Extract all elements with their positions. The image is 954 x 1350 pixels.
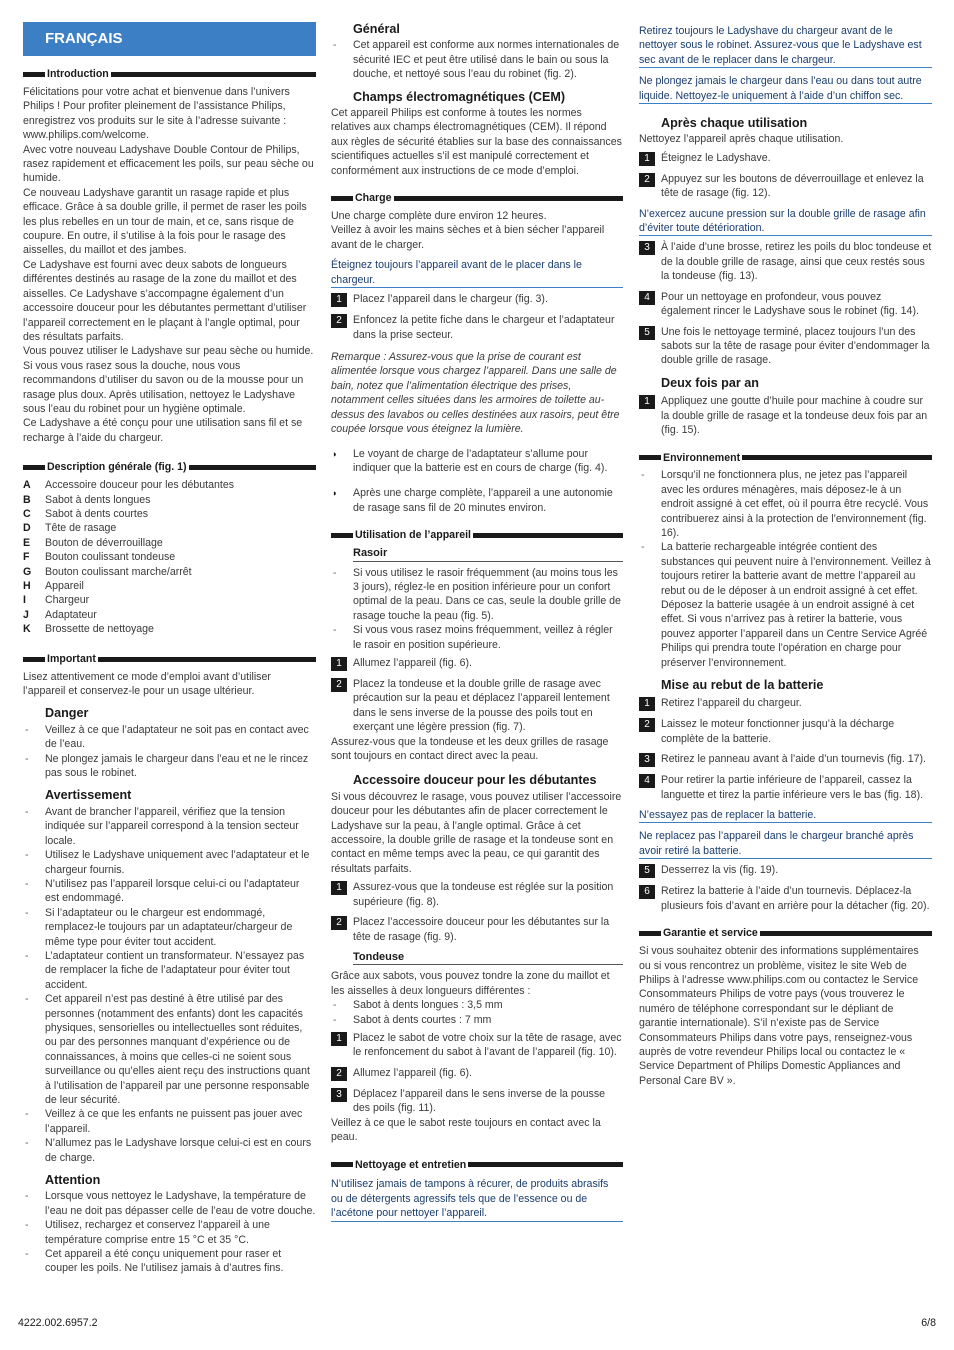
list-item: E Bouton de déverrouillage: [23, 536, 163, 549]
list-item: K Brossette de nettoyage: [23, 623, 154, 636]
warranty-text: Si vous souhaitez obtenir des informations supplémentaires ou si vous rencontrez un problème, visitez le site Web de Philips à l’adresse www.philips.com ou contactez le Service Consommateurs Philips de votre pays (vous trouverez le numéro de téléphone correspondant sur le dépliant de garantie internationale). S’il n’existe pas de Service Consommateurs Philips dans votre pays, renseignez-vous auprès de votre revendeur Philips local ou contactez le « Service Department of Philips Domestic Appliances and Personal Care BV ».: [639, 945, 919, 1087]
section-header-important: Important: [23, 653, 316, 666]
list-item: - Utilisez, rechargez et conservez l’appareil à une température comprise entre 15 °C et 35 °C.: [23, 1218, 316, 1247]
column-1: [23, 22, 316, 1276]
list-item: D Tête de rasage: [23, 522, 117, 535]
list-item: - La batterie rechargeable intégrée contient des substances qui peuvent nuire à l’environnement. Veillez à toujours retirer la batterie avant de mettre l’appareil au rebut ou de le déposer à un endroit assigné à cet effet. Déposez la batterie usagée à un endroit assigné à cet effet. Si vous n’arrivez pas à retirer la batterie, vous pouvez apporter l’appareil dans un Centre Service Agréé Philips qui prendra toute l’opération en charge pour préserver l’environnement.: [639, 540, 932, 670]
charge-note: Remarque : Assurez-vous que la prise de courant est alimentée lorsque vous chargez l’appareil. Dans une salle de bain, notez que l’alimentation électrique des prises, notamment celles situées dans les armoires de toilette au-dessus des lavabos ou celles destinées aux rasoirs, peut être coupée lorsque vous éteignez la lumière.: [331, 350, 620, 435]
step-item: 1 Allumez l’appareil (fig. 6).: [331, 656, 623, 671]
charge-para-2: Veillez à avoir les mains sèches et à bien sécher l’appareil avant de le charger.: [331, 224, 605, 251]
step-item: 1 Assurez-vous que la tondeuse est réglée sur la position supérieure (fig. 8).: [331, 880, 623, 909]
important-intro: Lisez attentivement ce mode d’emploi avant d’utiliser l’appareil et conservez-le pour un usage ultérieur.: [23, 670, 271, 698]
list-item: - Lorsque vous nettoyez le Ladyshave, la température de l’eau ne doit pas dépasser celle de l’eau de votre douche.: [23, 1189, 316, 1218]
step-item: 1 Appliquez une goutte d’huile pour machine à coudre sur la double grille de rasage et la tondeuse deux fois par an (fig. 15).: [639, 394, 932, 437]
shaver-after: Assurez-vous que la tondeuse et les deux grilles de rasage sont toujours en contact direct avec la peau.: [331, 735, 609, 763]
list-item: H Appareil: [23, 580, 84, 592]
danger-title: Danger: [45, 706, 89, 721]
list-item: J Adaptateur: [23, 608, 97, 621]
list-item: - Veillez à ce que les enfants ne puissent pas jouer avec l’appareil.: [23, 1107, 316, 1136]
column-3: [639, 24, 932, 1088]
step-item: 3 Retirez le panneau avant à l’aide d’un tournevis (fig. 17).: [639, 752, 932, 767]
step-item: 1 Éteignez le Ladyshave.: [639, 151, 932, 166]
section-header-cleaning: Nettoyage et entretien: [331, 1158, 623, 1171]
trimmer-title: Tondeuse: [353, 950, 623, 965]
step-item: 2 Placez la tondeuse et la double grille de rasage avec précaution sur la peau et déplacez l’appareil lentement dans le sens inverse de la pousse des poils tout en exerçant une légère pression (fig. 7).: [331, 677, 623, 735]
attention-title: Attention: [45, 1173, 101, 1188]
step-item: 2 Laissez le moteur fonctionner jusqu’à la décharge complète de la batterie.: [639, 717, 932, 746]
step-item: 2 Appuyez sur les boutons de déverrouillage et enlevez la tête de rasage (fig. 12).: [639, 172, 932, 201]
step-item: 3 À l’aide d’une brosse, retirez les poils du bloc tondeuse et de la double grille de rasage, ainsi que ceux restés sous la tondeuse (fig. 13).: [639, 240, 932, 283]
step-item: 5 Une fois le nettoyage terminé, placez toujours l’un des sabots sur la tête de rasage pour éviter d’endommager la double grille de rasage.: [639, 325, 932, 368]
battery-warning-1: N’essayez pas de replacer la batterie.: [639, 808, 932, 823]
beginner-text: Si vous découvrez le rasage, vous pouvez utiliser l’accessoire douceur pour les débutantes afin de placer correctement le Ladyshave sur la peau, à l’angle optimal. Grâce à cet accessoire, la double grille de rasage et la tondeuse sont en contact en même temps avec la peau, ce qui garantit des résultats parfaits.: [331, 790, 622, 875]
step-item: 1 Placez l’appareil dans le chargeur (fig. 3).: [331, 292, 623, 307]
cleaning-warning-3: Ne plongez jamais le chargeur dans l’eau ou dans tout autre liquide. Nettoyez-le uniquement à l’aide d’un chiffon sec.: [639, 74, 932, 104]
list-item: I Chargeur: [23, 594, 90, 607]
page-number: 6/8: [921, 1317, 936, 1329]
list-item: - Veillez à ce que l’adaptateur ne soit pas en contact avec de l’eau.: [23, 723, 316, 752]
section-header-description: Description générale (fig. 1): [23, 461, 316, 474]
section-header-charge: Charge: [331, 192, 623, 205]
list-item: G Bouton coulissant marche/arrêt: [23, 565, 192, 578]
step-item: 3 Déplacez l’appareil dans le sens inverse de la pousse des poils (fig. 11).: [331, 1087, 623, 1116]
list-item: - Lorsqu’il ne fonctionnera plus, ne jetez pas l’appareil avec les ordures ménagères, mais déposez-le à un endroit assigné à cet effet, où il pourra être recyclé. Vous contribuerez ainsi à la protection de l’environnement (fig. 16).: [639, 468, 932, 540]
shaver-title: Rasoir: [353, 546, 623, 561]
list-item: B Sabot à dents longues: [23, 493, 151, 506]
description-list: [23, 478, 316, 636]
list-item: - Avant de brancher l’appareil, vérifiez que la tension indiquée sur l’appareil correspond à la tension secteur locale.: [23, 805, 316, 848]
language-header: FRANÇAIS: [23, 22, 316, 56]
step-item: 2 Placez l’accessoire douceur pour les débutantes sur la tête de rasage (fig. 9).: [331, 915, 623, 944]
step-item: 2 Allumez l’appareil (fig. 6).: [331, 1066, 623, 1081]
intro-para-5: Vous pouvez utiliser le Ladyshave sur peau sèche ou humide. Si vous vous rasez sous la douche, nous vous recommandons d’utiliser du savon ou de la mousse pour un rasage plus doux. Après utilisation, nettoyez le Ladyshave sous l’eau du robinet pour un hygiène optimale.: [23, 345, 314, 415]
battery-title: Mise au rebut de la batterie: [661, 678, 824, 693]
list-item: - Cet appareil a été conçu uniquement pour raser et couper les poils. Ne l’utilisez jamais à d’autres fins.: [23, 1247, 316, 1276]
step-item: 5 Desserrez la vis (fig. 19).: [639, 863, 932, 878]
section-header-usage: Utilisation de l’appareil: [331, 529, 623, 542]
intro-para-1: Félicitations pour votre achat et bienvenue dans l’univers Philips ! Pour profiter pleinement de l’assistance Philips, enregistrez vos produits sur le site à l’adresse suivante : www.philips.com/welcome.: [23, 86, 290, 142]
step-item: 1 Retirez l’appareil du chargeur.: [639, 696, 932, 711]
section-header-environment: Environnement: [639, 451, 932, 464]
section-header-warranty: Garantie et service: [639, 927, 932, 940]
step-item: 2 Enfoncez la petite fiche dans le chargeur et l’adaptateur dans la prise secteur.: [331, 313, 623, 342]
list-item: C Sabot à dents courtes: [23, 507, 149, 520]
list-item: - N’utilisez pas l’appareil lorsque celui-ci ou l’adaptateur est endommagé.: [23, 877, 316, 906]
cem-text: Cet appareil Philips est conforme à toutes les normes relatives aux champs électromagnétiques (CEM). Il répond aux règles de sécurité établies sur la base des connaissances scientifiques actuelles s’il est manipulé correctement et conformément aux instructions de ce mode d’emploi.: [331, 107, 622, 177]
trimmer-text: Grâce aux sabots, vous pouvez tondre la zone du maillot et les aisselles à deux longueurs différentes :: [331, 970, 610, 997]
charge-para-1: Une charge complète dure environ 12 heures.: [331, 210, 547, 223]
intro-para-6: Ce Ladyshave a été conçu pour une utilisation sans fil et se recharge à l’aide du chargeur.: [23, 417, 303, 444]
list-item: - Ne plongez jamais le chargeur dans l’eau et ne le rincez pas sous le robinet.: [23, 752, 316, 781]
cleaning-warning-2: Retirez toujours le Ladyshave du chargeur avant de le nettoyer sous le robinet. Assurez-vous que le Ladyshave est sec avant de le replacer dans le chargeur.: [639, 24, 932, 68]
list-item: ◗ Après une charge complète, l’appareil a une autonomie de rasage sans fil de 20 minutes environ.: [331, 486, 623, 515]
step-item: 4 Pour retirer la partie inférieure de l’appareil, cassez la languette et tirez la partie inférieure vers le bas (fig. 18).: [639, 773, 932, 802]
list-item: - N’allumez pas le Ladyshave lorsque celui-ci est en cours de charge.: [23, 1136, 316, 1165]
list-item: - Sabot à dents longues : 3,5 mm: [331, 998, 623, 1012]
step-item: 1 Placez le sabot de votre choix sur la tête de rasage, avec le renfoncement du sabot à l’avant de l’appareil (fig. 10).: [331, 1031, 623, 1060]
warning-title: Avertissement: [45, 788, 132, 803]
intro-para-2: Avec votre nouveau Ladyshave Double Contour de Philips, rasez rapidement et efficacement les poils, sur peau sèche ou humide.: [23, 143, 314, 185]
twice-year-title: Deux fois par an: [661, 375, 759, 390]
list-item: - L’adaptateur contient un transformateur. N’essayez pas de remplacer la fiche de l’adaptateur pour éviter tout accident.: [23, 949, 316, 992]
list-item: - Utilisez le Ladyshave uniquement avec l’adaptateur et le chargeur fournis.: [23, 848, 316, 877]
list-item: - Si l’adaptateur ou le chargeur est endommagé, remplacez-le toujours par un adaptateur/chargeur de même type pour éviter tout accident.: [23, 906, 316, 949]
list-item: - Cet appareil est conforme aux normes internationales de sécurité IEC et peut être utilisé dans le bain ou sous la douche, et nettoyé sous l’eau du robinet (fig. 2).: [331, 38, 623, 81]
list-item: F Bouton coulissant tondeuse: [23, 551, 176, 564]
list-item: - Si vous utilisez le rasoir fréquemment (au moins tous les 3 jours), réglez-le en position inférieure pour un confort optimal de la peau. Dans ce cas, seule la double grille de rasage touche la peau (fig. 5).: [331, 566, 623, 624]
after-use-title: Après chaque utilisation: [661, 116, 808, 131]
after-use-text: Nettoyez l’appareil après chaque utilisation.: [639, 133, 844, 146]
document-code: 4222.002.6957.2: [18, 1317, 98, 1329]
list-item: ◗ Le voyant de charge de l’adaptateur s’allume pour indiquer que la batterie est en cours de charge (fig. 4).: [331, 447, 623, 476]
column-2: [331, 22, 623, 1226]
charge-warning: Éteignez toujours l’appareil avant de le placer dans le chargeur.: [331, 258, 623, 288]
general-title: Général: [353, 22, 400, 36]
step-item: 6 Retirez la batterie à l’aide d’un tournevis. Déplacez-la plusieurs fois d’avant en arrière pour la détacher (fig. 20).: [639, 884, 932, 913]
section-header-introduction: Introduction: [23, 68, 316, 81]
step-item: 4 Pour un nettoyage en profondeur, vous pouvez également rincer le Ladyshave sous le robinet (fig. 14).: [639, 290, 932, 319]
beginner-title: Accessoire douceur pour les débutantes: [353, 773, 597, 788]
list-item: - Si vous vous rasez moins fréquemment, veillez à régler le rasoir en position supérieure.: [331, 623, 623, 652]
list-item: - Sabot à dents courtes : 7 mm: [331, 1013, 623, 1027]
list-item: A Accessoire douceur pour les débutantes: [23, 479, 235, 492]
cem-title: Champs électromagnétiques (CEM): [353, 89, 566, 104]
list-item: - Cet appareil n’est pas destiné à être utilisé par des personnes (notamment des enfants) dont les capacités physiques, sensorielles ou intellectuelles sont réduites, ou par des personnes manquant d’expérience ou de connaissances, à moins que celles-ci ne soient sous surveillance ou qu’elles aient reçu des instructions quant à l’utilisation de l’appareil par une personne responsable de leur sécurité.: [23, 992, 316, 1107]
trimmer-after: Veillez à ce que le sabot reste toujours en contact avec la peau.: [331, 1116, 601, 1143]
intro-para-4: Ce Ladyshave est fourni avec deux sabots de longueurs différentes destinés au rasage de la zone du maillot et des aisselles. Ce Ladyshave s’accompagne également d’un accessoire douceur pour les débutantes permettant d’utiliser l’appareil correctement en le plaçant à l’angle optimal, pour des résultats parfaits.: [23, 258, 307, 343]
intro-para-3: Ce nouveau Ladyshave garantit un rasage rapide et plus efficace. Grâce à sa double grille, il permet de raser les poils les plus rebelles en un tour de main, et ce, sans risque de coupure. En outre, il s’utilise à la fois pour le rasage des aisselles, du maillot et des jambes.: [23, 186, 307, 257]
after-use-warning: N’exercez aucune pression sur la double grille de rasage afin d’éviter toute détérioration.: [639, 207, 932, 237]
cleaning-warning-1: N’utilisez jamais de tampons à récurer, de produits abrasifs ou de détergents agressifs tels que de l’essence ou de l’acétone pour nettoyer l’appareil.: [331, 1177, 623, 1221]
battery-warning-2: Ne replacez pas l’appareil dans le chargeur branché après avoir retiré la batterie.: [639, 829, 932, 859]
